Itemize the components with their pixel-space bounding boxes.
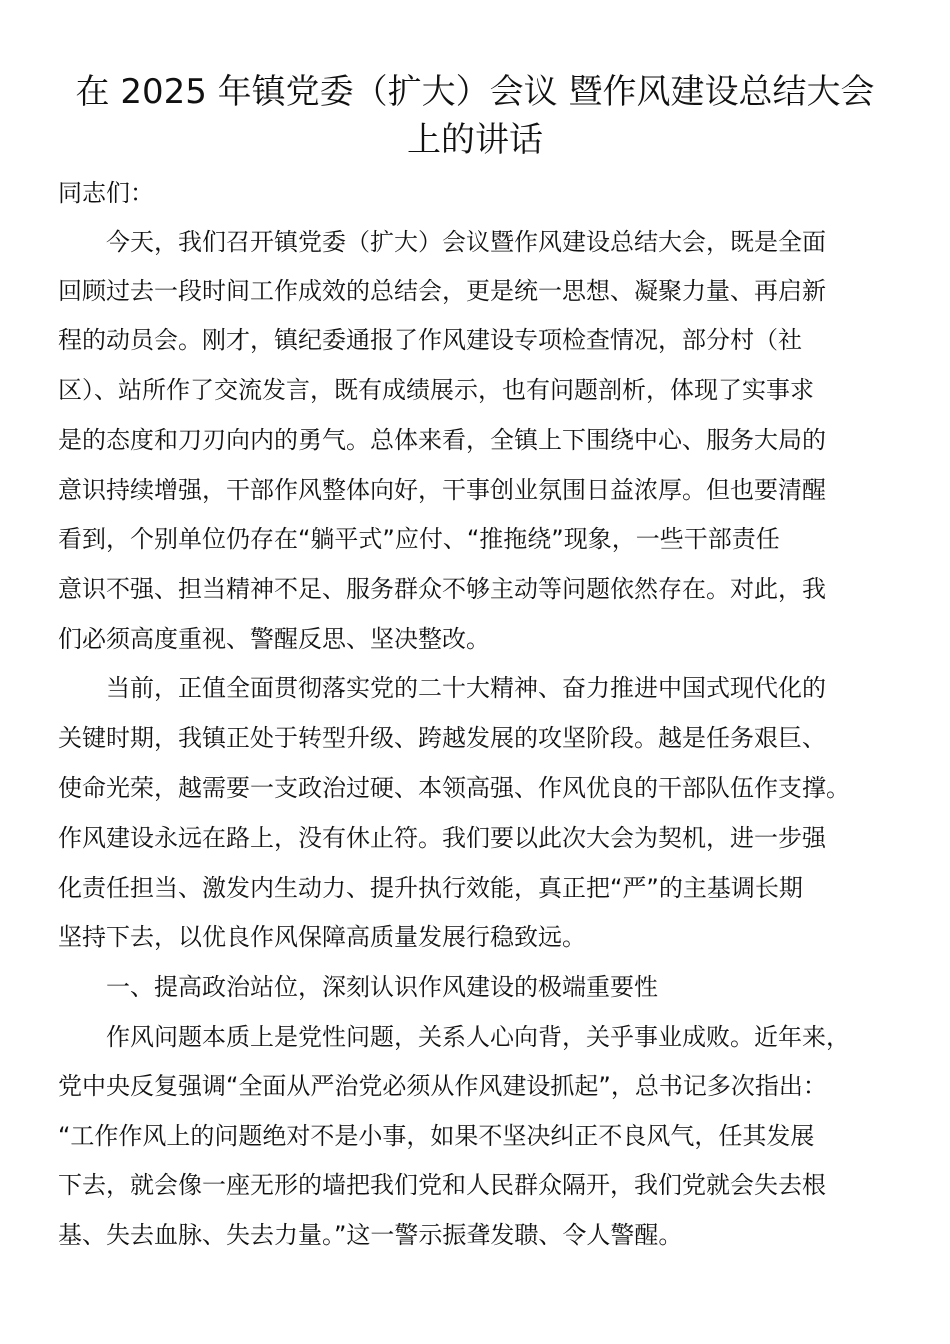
paragraph-3-line-4: 下去，就会像一座无形的墙把我们党和人民群众隔开，我们党就会失去根 <box>58 1171 826 1199</box>
document-title-line-1: 在 2025 年镇党委（扩大）会议 暨作风建设总结大会 <box>75 72 875 112</box>
paragraph-2-line-2: 关键时期，我镇正处于转型升级、跨越发展的攻坚阶段。越是任务艰巨、 <box>58 724 826 752</box>
document-title-line-2: 上的讲话 <box>407 120 543 160</box>
paragraph-3-line-2: 党中央反复强调“全面从严治党必须从作风建设抓起”，总书记多次指出： <box>58 1072 827 1100</box>
paragraph-3-line-5: 基、失去血脉、失去力量。”这一警示振聋发聩、令人警醒。 <box>58 1221 683 1249</box>
paragraph-2-line-6: 坚持下去，以优良作风保障高质量发展行稳致远。 <box>58 923 586 951</box>
paragraph-2-line-5: 化责任担当、激发内生动力、提升执行效能，真正把“严”的主基调长期 <box>58 874 803 902</box>
paragraph-2-line-3: 使命光荣，越需要一支政治过硬、本领高强、作风优良的干部队伍作支撑。 <box>58 774 850 802</box>
paragraph-1-line-8: 意识不强、担当精神不足、服务群众不够主动等问题依然存在。对此，我 <box>58 575 826 603</box>
paragraph-1-line-4: 区）、站所作了交流发言，既有成绩展示，也有问题剖析，体现了实事求 <box>58 376 814 404</box>
paragraph-1-line-1: 今天，我们召开镇党委（扩大）会议暨作风建设总结大会，既是全面 <box>106 228 826 256</box>
paragraph-1-line-7: 看到，个别单位仍存在“躺平式”应付、“推拖绕”现象，一些干部责任 <box>58 525 780 553</box>
salutation: 同志们： <box>58 179 154 207</box>
paragraph-1-line-5: 是的态度和刀刃向内的勇气。总体来看，全镇上下围绕中心、服务大局的 <box>58 426 826 454</box>
paragraph-3-line-1: 作风问题本质上是党性问题，关系人心向背，关乎事业成败。近年来， <box>106 1023 850 1051</box>
paragraph-1-line-9: 们必须高度重视、警醒反思、坚决整改。 <box>58 625 490 653</box>
paragraph-3-line-3: “工作作风上的问题绝对不是小事，如果不坚决纠正不良风气，任其发展 <box>58 1122 815 1150</box>
section-heading: 一、提高政治站位，深刻认识作风建设的极端重要性 <box>106 973 658 1001</box>
paragraph-1-line-2: 回顾过去一段时间工作成效的总结会，更是统一思想、凝聚力量、再启新 <box>58 277 826 305</box>
paragraph-1-line-6: 意识持续增强，干部作风整体向好，干事创业氛围日益浓厚。但也要清醒 <box>58 476 826 504</box>
paragraph-2-line-1: 当前，正值全面贯彻落实党的二十大精神、奋力推进中国式现代化的 <box>106 674 826 702</box>
paragraph-1-line-3: 程的动员会。刚才，镇纪委通报了作风建设专项检查情况，部分村（社 <box>58 326 802 354</box>
paragraph-2-line-4: 作风建设永远在路上，没有休止符。我们要以此次大会为契机，进一步强 <box>58 824 826 852</box>
